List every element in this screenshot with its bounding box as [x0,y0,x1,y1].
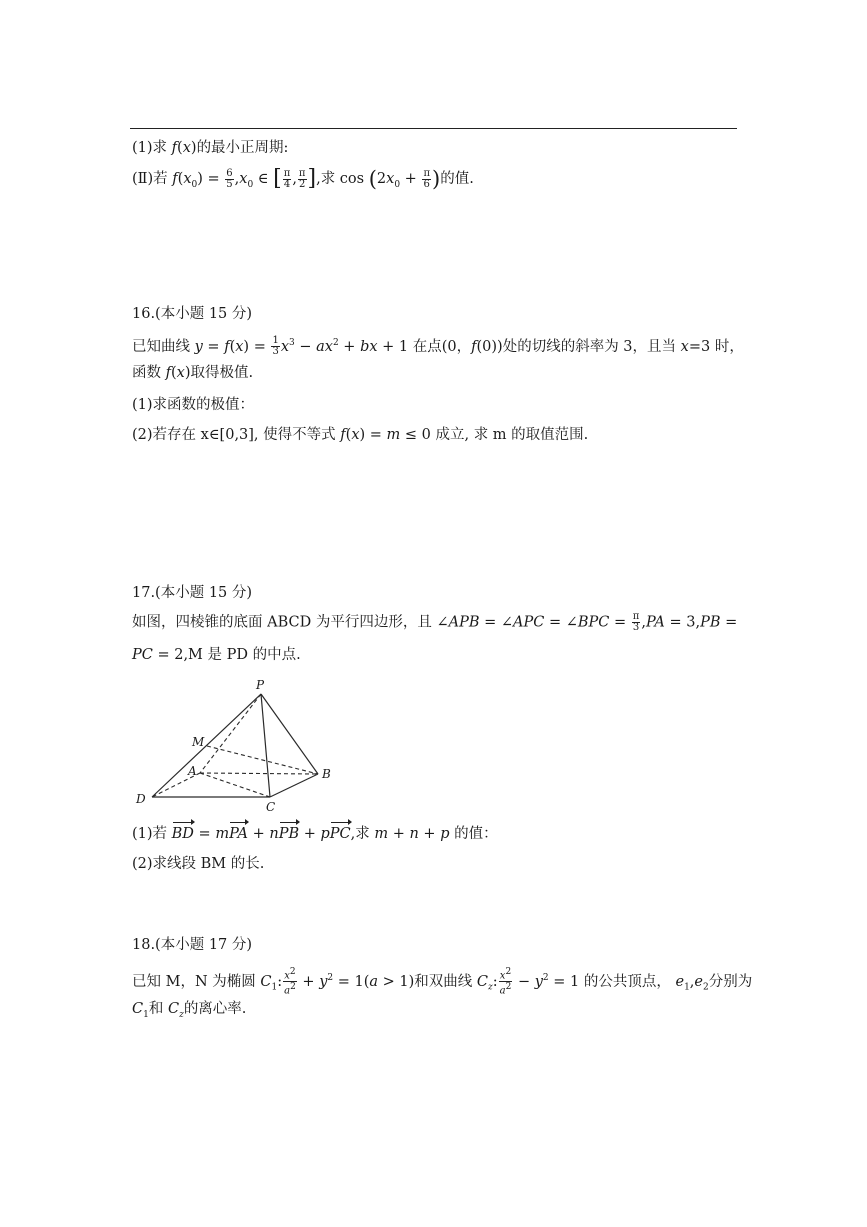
q16-header: 16.(本小题 15 分) [132,306,253,322]
q16-line2: 函数 f(x)取得极值. [132,365,254,381]
label-P: P [256,678,265,692]
q16-line1: 已知曲线 y = f(x) = $\frac{1}{3}$ $x^3 - ax^2$ + bx + 1 在点(0，f(0))处的切线的斜率为 3，且当 x=3 时， [132,335,744,358]
q17-header: 17.(本小题 15 分) [132,585,253,601]
edge-AC [200,773,270,797]
label-B: B [322,767,331,781]
q16-part1: (1)求函数的极值： [132,397,255,413]
q17-line2: PC = 2,M 是 PD 的中点. [132,647,301,663]
q15-part1: (1)求 f(x)的最小正周期: [132,140,289,156]
label-D: D [136,792,146,806]
q18-header: 18.(本小题 17 分) [132,937,253,953]
label-M: M [192,735,205,749]
header-rule [130,128,737,129]
label-C: C [266,800,276,814]
q18-line2: $C_1$和 $C_z$的离心率. [132,1001,247,1020]
q15-part2: (Ⅱ)若 $f(x_0)$ = $\frac{6}{5}$ $,x_0$ ∈ [ $\frac{\pi}{4}$ , $\frac{\pi}{2}$ ],求 $\cos (2x_0$ + $\frac{\pi}{6}$ )的值. [132,166,474,191]
q17-line1: 如图，四棱锥的底面 ABCD 为平行四边形，且 ∠APB = ∠APC = ∠BPC = $\frac{\pi}{3}$ ,PA = 3,PB = [132,611,738,633]
label-A: A [188,764,197,778]
q18-line1: 已知 M，N 为椭圆 $C_1$: $\frac{x^2}{a^2}$ + $y^2 = 1(a > 1)$和双曲线 $C_z$: $\frac{x^2}{a^2}$ − $y^2 = 1$ 的公共顶点， $e_1,e_2$分别为 [132,967,753,997]
q17-part1: (1)若 BD = mPA + nPB + pPC,求 m + n + p 的值： [132,826,498,842]
edge-PD [152,694,261,797]
q16-part2: (2)若存在 x∈[0,3], 使得不等式 f(x) = m ≤ 0 成立, 求 m 的取值范围. [132,427,589,443]
edge-AB [200,773,318,774]
edge-CB [270,774,318,797]
q17-part2: (2)求线段 BM 的长. [132,856,265,872]
edge-PA [200,694,261,773]
edge-PC [261,694,270,797]
pyramid-figure [132,676,342,816]
